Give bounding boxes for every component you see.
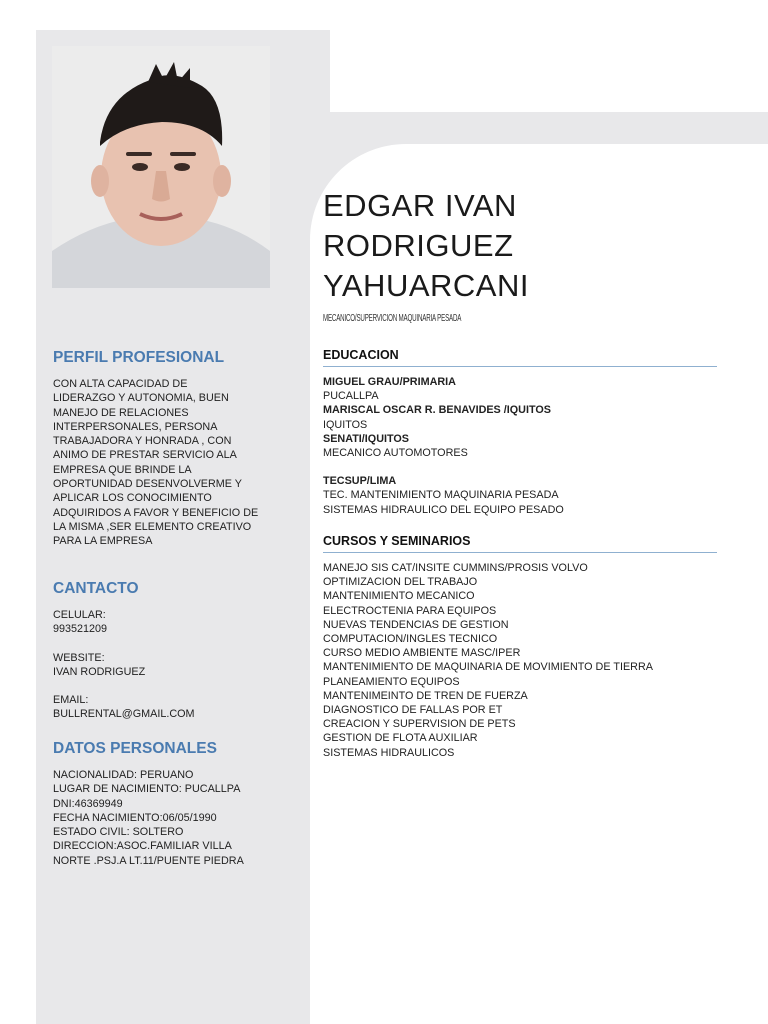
datos-line: LUGAR DE NACIMIENTO: PUCALLPA bbox=[53, 783, 241, 796]
cursos-heading: CURSOS Y SEMINARIOS bbox=[323, 534, 471, 548]
curso-item: MANTENIMIENTO MECANICO bbox=[323, 590, 475, 603]
datos-line: ESTADO CIVIL: SOLTERO bbox=[53, 826, 184, 839]
school-detail: SISTEMAS HIDRAULICO DEL EQUIPO PESADO bbox=[323, 503, 564, 516]
curso-item: PLANEAMIENTO EQUIPOS bbox=[323, 675, 460, 688]
datos-line: NORTE .PSJ.A LT.11/PUENTE PIEDRA bbox=[53, 854, 244, 867]
school-name: MIGUEL GRAU/PRIMARIA bbox=[323, 376, 456, 388]
datos-line: DIRECCION:ASOC.FAMILIAR VILLA bbox=[53, 840, 232, 853]
curso-item: ELECTROCTENIA PARA EQUIPOS bbox=[323, 604, 497, 617]
email-value: BULLRENTAL@GMAIL.COM bbox=[53, 708, 195, 721]
perfil-line: APLICAR LOS CONOCIMIENTO bbox=[53, 492, 212, 505]
name-line-3: YAHUARCANI bbox=[323, 268, 529, 303]
datos-line: DNI:46369949 bbox=[53, 797, 123, 810]
candidate-name bbox=[323, 186, 743, 306]
curso-item: GESTION DE FLOTA AUXILIAR bbox=[323, 732, 478, 745]
educacion-list bbox=[323, 375, 564, 517]
curso-item: COMPUTACION/INGLES TECNICO bbox=[323, 633, 498, 646]
perfil-line: INTERPERSONALES, PERSONA bbox=[53, 420, 218, 433]
school-name: MARISCAL OSCAR R. BENAVIDES /IQUITOS bbox=[323, 404, 551, 417]
curso-item: CREACION Y SUPERVISION DE PETS bbox=[323, 718, 516, 731]
cursos-rule bbox=[323, 552, 717, 553]
perfil-line: LIDERAZGO Y AUTONOMIA, BUEN bbox=[53, 392, 229, 405]
profile-photo-svg bbox=[52, 46, 270, 288]
name-line-1: EDGAR IVAN bbox=[323, 188, 517, 223]
perfil-line: ANIMO DE PRESTAR SERVICIO ALA bbox=[53, 449, 237, 462]
curso-item: NUEVAS TENDENCIAS DE GESTION bbox=[323, 618, 509, 631]
datos-line: FECHA NACIMIENTO:06/05/1990 bbox=[53, 811, 217, 824]
educacion-heading: EDUCACION bbox=[323, 348, 399, 362]
datos-text bbox=[53, 768, 244, 868]
contacto-heading: CANTACTO bbox=[53, 580, 139, 597]
name-line-2: RODRIGUEZ bbox=[323, 228, 514, 263]
school-detail: IQUITOS bbox=[323, 418, 368, 431]
phone-value: 993521209 bbox=[53, 623, 108, 636]
perfil-line: EMPRESA QUE BRINDE LA bbox=[53, 463, 192, 476]
perfil-heading: PERFIL PROFESIONAL bbox=[53, 349, 225, 366]
educacion-rule bbox=[323, 366, 717, 367]
perfil-line: LA MISMA ,SER ELEMENTO CREATIVO bbox=[53, 520, 252, 533]
perfil-line: TRABAJADORA Y HONRADA , CON bbox=[53, 435, 232, 448]
contacto-text bbox=[53, 608, 195, 722]
datos-line: NACIONALIDAD: PERUANO bbox=[53, 769, 194, 781]
phone-label: CELULAR: bbox=[53, 609, 106, 621]
perfil-line: CON ALTA CAPACIDAD DE bbox=[53, 378, 188, 390]
school-detail: TEC. MANTENIMIENTO MAQUINARIA PESADA bbox=[323, 489, 559, 502]
perfil-text bbox=[53, 377, 258, 549]
school-detail: MECANICO AUTOMOTORES bbox=[323, 447, 468, 460]
job-title: MECANICO/SUPERVICION MAQUINARIA PESADA bbox=[323, 313, 462, 324]
perfil-line: ADQUIRIDOS A FAVOR Y BENEFICIO DE bbox=[53, 506, 259, 519]
perfil-line: MANEJO DE RELACIONES bbox=[53, 406, 189, 419]
datos-heading: DATOS PERSONALES bbox=[53, 740, 217, 757]
email-label: EMAIL: bbox=[53, 694, 89, 707]
curso-item: DIAGNOSTICO DE FALLAS POR ET bbox=[323, 704, 503, 717]
website-label: WEBSITE: bbox=[53, 651, 105, 664]
curso-item: SISTEMAS HIDRAULICOS bbox=[323, 746, 455, 759]
curso-item: MANTENIMEINTO DE TREN DE FUERZA bbox=[323, 689, 528, 702]
cursos-list bbox=[323, 561, 653, 760]
school-detail: PUCALLPA bbox=[323, 390, 379, 403]
school-name: SENATI/IQUITOS bbox=[323, 432, 409, 445]
website-value: IVAN RODRIGUEZ bbox=[53, 665, 146, 678]
curso-item: MANTENIMIENTO DE MAQUINARIA DE MOVIMIENTO DE TIERRA bbox=[323, 661, 653, 674]
curso-item: MANEJO SIS CAT/INSITE CUMMINS/PROSIS VOLVO bbox=[323, 562, 588, 574]
school-name: TECSUP/LIMA bbox=[323, 475, 397, 488]
curso-item: CURSO MEDIO AMBIENTE MASC/IPER bbox=[323, 647, 521, 660]
profile-photo bbox=[52, 46, 270, 288]
perfil-line: OPORTUNIDAD DESENVOLVERME Y bbox=[53, 478, 242, 491]
curso-item: OPTIMIZACION DEL TRABAJO bbox=[323, 576, 478, 589]
perfil-line: PARA LA EMPRESA bbox=[53, 535, 153, 548]
